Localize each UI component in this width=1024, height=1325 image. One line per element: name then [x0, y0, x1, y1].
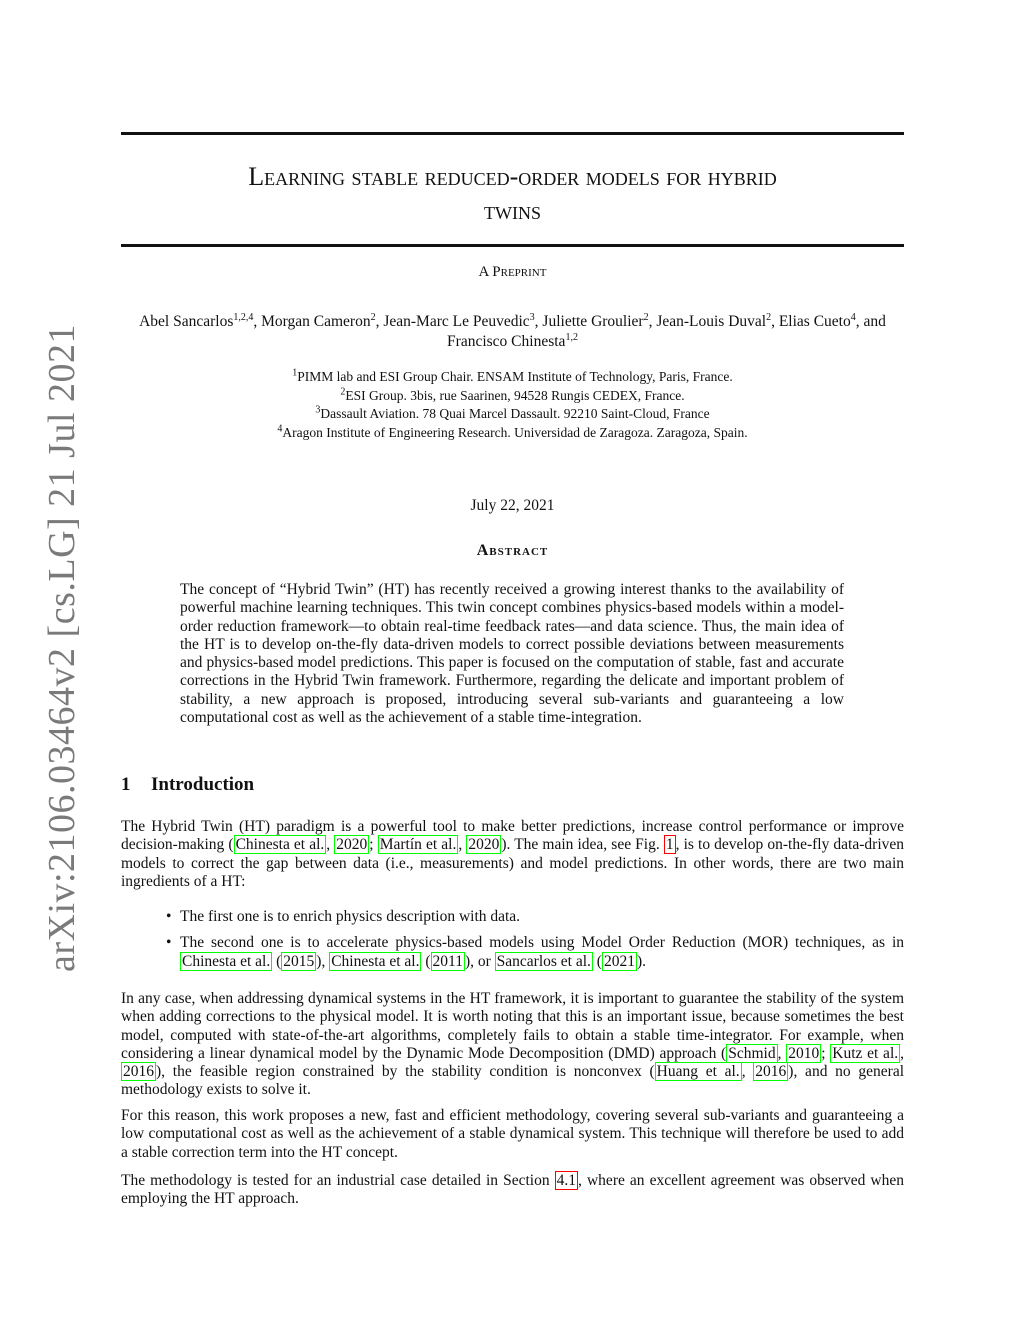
- text-run: ), the feasible region constrained by the stability condition is nonconvex (: [156, 1063, 655, 1081]
- citation-link[interactable]: 2016: [123, 1063, 154, 1081]
- citation-link[interactable]: Huang et al.: [656, 1063, 740, 1081]
- author-name: , Elias Cueto: [771, 313, 851, 330]
- author-list: [121, 312, 904, 352]
- abstract-heading: Abstract: [476, 542, 549, 559]
- intro-paragraph-3: For this reason, this work proposes a new, fast and efficient methodology, covering several sub-variants and guaranteeing a low computational cost as well as the achievement of a stable dynamical system. This technique will therefore be used to add a stable correction term into the HT concept.: [121, 1107, 904, 1161]
- list-item: • The second one is to accelerate physics-based models using Model Order Reduction (MOR) techniques, as in Chinesta et al. ( 2015 ), Chinesta et al. ( 2011 ), or Sancarlos et al. ( 2021 ).: [166, 934, 904, 971]
- section-ref-link[interactable]: 4.1: [556, 1172, 577, 1189]
- citation-link[interactable]: Chinesta et al.: [331, 952, 420, 970]
- title-rule-bottom: [121, 244, 904, 247]
- citation-link[interactable]: 2020: [468, 836, 500, 854]
- author-affil-sup: 1,2: [565, 331, 578, 343]
- citation-link[interactable]: 2016: [755, 1063, 787, 1081]
- affiliation-list: [121, 368, 904, 442]
- affiliation-sup: 4: [277, 423, 283, 434]
- citation-link[interactable]: Martín et al.: [379, 836, 457, 854]
- text-run: The Hybrid Twin (HT) paradigm is a powerful tool to make better predictions, increase control performance or improve decision-making (: [121, 818, 904, 854]
- text-run: ;: [369, 836, 378, 854]
- text-run: , is to develop on-the-fly data-driven models to correct the gap between data (i.e., measurements) and model predictions. In other words, there are two main ingredients of a HT:: [121, 836, 905, 890]
- paper-title: [121, 160, 904, 228]
- author-affil-sup: 1,2,4: [233, 311, 254, 323]
- title-line-2: twins: [484, 196, 541, 225]
- author-name: , and Francisco Chinesta: [447, 313, 886, 350]
- text-run: ),: [316, 952, 330, 970]
- list-item-text: The first one is to enrich physics description with data.: [180, 908, 521, 925]
- citation-link[interactable]: 2011: [432, 952, 463, 970]
- citation-link[interactable]: Chinesta et al.: [182, 952, 271, 970]
- text-run: ). The main idea, see Fig.: [501, 836, 664, 854]
- arxiv-stamp-margin: [0, 0, 90, 1325]
- author-affil-sup: 3: [529, 311, 535, 323]
- citation-link[interactable]: 2020: [336, 836, 368, 854]
- ingredient-list: [166, 908, 904, 979]
- affiliation: [121, 387, 904, 406]
- section-title: Introduction: [151, 774, 255, 795]
- author-name: , Morgan Cameron: [253, 313, 371, 330]
- text-run: In any case, when addressing dynamical systems in the HT framework, it is important to guarantee the stability of the system when adding corrections to the physical model. It is worth noting that this is an important issue, because sometimes the best model, computed with state-of-the-art algorithms, completely fails to obtain a stable time-integrator. For example, when considering a linear dynamical model by the Dynamic Mode Decomposition (DMD) approach (: [121, 990, 904, 1062]
- text-run: ).: [636, 952, 647, 970]
- affiliation: [121, 424, 904, 443]
- citation-link[interactable]: 2010: [788, 1044, 820, 1062]
- section-number: 1: [121, 774, 131, 795]
- affiliation-text: Aragon Institute of Engineering Research. Universidad de Zaragoza. Zaragoza, Spain.: [282, 424, 748, 440]
- citation-link[interactable]: 2015: [283, 952, 315, 970]
- intro-paragraph-4: [121, 1172, 904, 1209]
- affiliation-sup: 1: [292, 367, 298, 379]
- citation-link[interactable]: Schmid: [728, 1044, 776, 1062]
- author-name: , Juliette Groulier: [534, 313, 644, 330]
- affiliation-text: PIMM lab and ESI Group Chair. ENSAM Institute of Technology, Paris, France.: [297, 369, 733, 384]
- text-run: The methodology is tested for an industrial case detailed in Section: [121, 1172, 555, 1189]
- citation-link[interactable]: 2021: [603, 952, 635, 970]
- affiliation-text: Dassault Aviation. 78 Quai Marcel Dassault. 92210 Saint-Cloud, France: [320, 406, 710, 421]
- abstract-body: The concept of “Hybrid Twin” (HT) has recently received a growing interest thanks to the availability of powerful machine learning techniques. This twin concept combines physics-based models within a model-order reduction framework—to obtain real-time feedback rates—and data science. Thus, the main idea of the HT is to develop on-the-fly data-driven models to correct possible deviations between measurements and physics-based model predictions. This paper is focused on the computation of stable, fast and accurate corrections in the Hybrid Twin framework. Furthermore, regarding the delicate and important problem of stability, a new approach is proposed, introducing several sub-variants and guaranteeing a low computational cost as well as the achievement of a stable time-integration.: [180, 581, 844, 727]
- citation-link[interactable]: Chinesta et al.: [235, 836, 325, 854]
- citation-link[interactable]: Sancarlos et al.: [496, 952, 591, 970]
- arxiv-stamp[interactable]: arXiv:2106.03464v2 [cs.LG] 21 Jul 2021: [41, 323, 83, 973]
- intro-paragraph-2: In any case, when addressing dynamical systems in the HT framework, it is important to guarantee the stability of the system when adding corrections to the physical model. It is worth noting that this is an important issue, because sometimes the best model, computed with state-of-the-art algorithms, completely fails to obtain a stable time-integrator. For example, when considering a linear dynamical model by the Dynamic Mode Decomposition (DMD) approach ( Schmid , 2010 ; Kutz et al. , 2016 ), the feasible region constrained by the stability condition is nonconvex ( Huang et al. , 2016 ), and no general methodology exists to solve it.: [121, 990, 905, 1099]
- author-name: , Jean-Louis Duval: [648, 313, 767, 330]
- preprint-label: A Preprint: [478, 264, 547, 280]
- title-line-1: Learning stable reduced-order models for hybrid: [248, 162, 777, 191]
- text-run: , where an excellent agreement was observed when employing the HT approach.: [121, 1172, 905, 1208]
- title-rule-top: [121, 132, 904, 135]
- text-run: ), or: [464, 952, 495, 970]
- affiliation-sup: 2: [340, 386, 346, 397]
- text-run: ;: [821, 1044, 831, 1062]
- author-affil-sup: 2: [643, 311, 649, 323]
- text-run: ), and no general methodology exists to solve it.: [121, 1063, 905, 1099]
- affiliation: [121, 405, 904, 424]
- list-item: [166, 908, 904, 926]
- text-run: ,: [326, 836, 335, 854]
- section-heading: [121, 774, 254, 796]
- citation-link[interactable]: Kutz et al.: [832, 1044, 899, 1062]
- author-affil-sup: 4: [850, 311, 856, 323]
- text-run: ,: [458, 836, 467, 854]
- affiliation-text: ESI Group. 3bis, rue Saarinen, 94528 Rungis CEDEX, France.: [345, 387, 685, 403]
- text-run: The second one is to accelerate physics-based models using Model Order Reduction (MOR) techniques, as in: [180, 934, 904, 952]
- figure-ref-link[interactable]: 1: [665, 836, 674, 854]
- affiliation-sup: 3: [315, 404, 321, 416]
- paper-date: July 22, 2021: [470, 497, 555, 514]
- author-affil-sup: 2: [766, 311, 772, 323]
- intro-paragraph-1: [121, 818, 904, 891]
- author-name: Abel Sancarlos: [139, 313, 234, 330]
- author-name: , Jean-Marc Le Peuvedic: [375, 313, 530, 330]
- author-affil-sup: 2: [370, 311, 376, 323]
- affiliation: [121, 368, 904, 387]
